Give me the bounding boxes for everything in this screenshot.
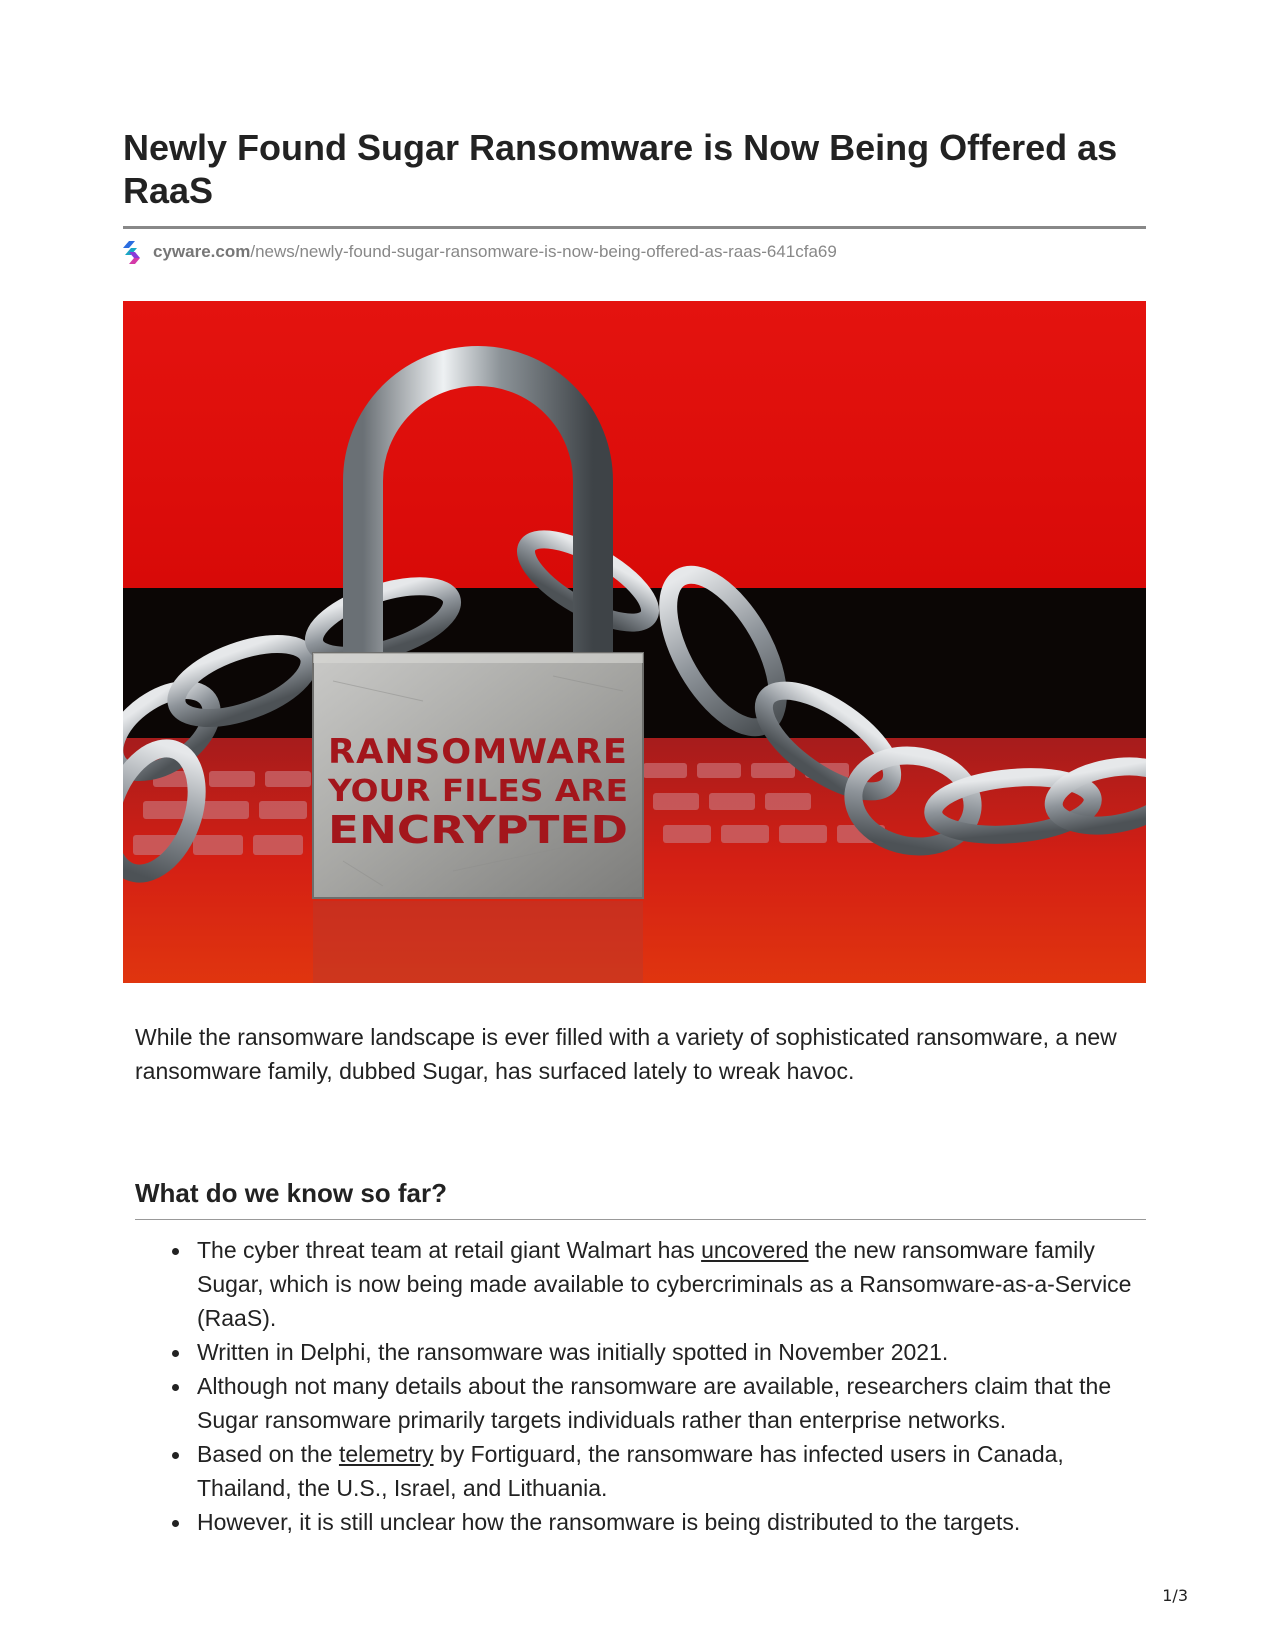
title-divider [123, 226, 1146, 229]
bullet-text: by Fortiguard, the ransomware has infected users in Canada, Thailand, the U.S., Israel, and Lithuania. [197, 1441, 1064, 1501]
list-item [197, 1233, 1147, 1335]
source-path[interactable]: /news/newly-found-sugar-ransomware-is-now-being-offered-as-raas-641cfa69 [250, 242, 837, 261]
intro-paragraph: While the ransomware landscape is ever filled with a variety of sophisticated ransomware, a new ransomware family, dubbed Sugar, has surfaced lately to wreak havoc. [135, 1024, 1117, 1084]
list-item: Written in Delphi, the ransomware was initially spotted in November 2021. [197, 1335, 1147, 1369]
findings-list [197, 1233, 1147, 1539]
article-title: Newly Found Sugar Ransomware is Now Being Offered as RaaS [123, 127, 1118, 211]
telemetry-link[interactable]: telemetry [338, 1441, 434, 1467]
list-item: Although not many details about the ransomware are available, researchers claim that the Sugar ransomware primarily targets individuals rather than enterprise networks. [197, 1369, 1147, 1437]
section-divider [135, 1219, 1146, 1220]
section-heading: What do we know so far? [135, 1178, 448, 1208]
article-page [123, 0, 1146, 1650]
source-link[interactable] [123, 239, 837, 265]
bullet-text: The cyber threat team at retail giant Walmart has [197, 1237, 702, 1263]
hero-image [123, 301, 1146, 983]
lock-text-line-2: YOUR FILES ARE [326, 774, 628, 809]
bullet-text: Based on the [197, 1441, 339, 1467]
page-number: 1/3 [1162, 1586, 1188, 1605]
uncovered-link[interactable]: uncovered [701, 1237, 809, 1263]
list-item [197, 1437, 1147, 1505]
source-domain[interactable]: cyware.com [153, 242, 251, 261]
lock-text-line-1: RANSOMWARE [328, 732, 628, 772]
cyware-logo-icon [123, 239, 143, 265]
lock-text-line-3: ENCRYPTED [328, 808, 628, 852]
list-item: However, it is still unclear how the ransomware is being distributed to the targets. [197, 1505, 1147, 1539]
bullet-text: the new ransomware family Sugar, which is now being made available to cybercriminals as a Ransomware-as-a-Service (RaaS). [197, 1237, 1132, 1331]
